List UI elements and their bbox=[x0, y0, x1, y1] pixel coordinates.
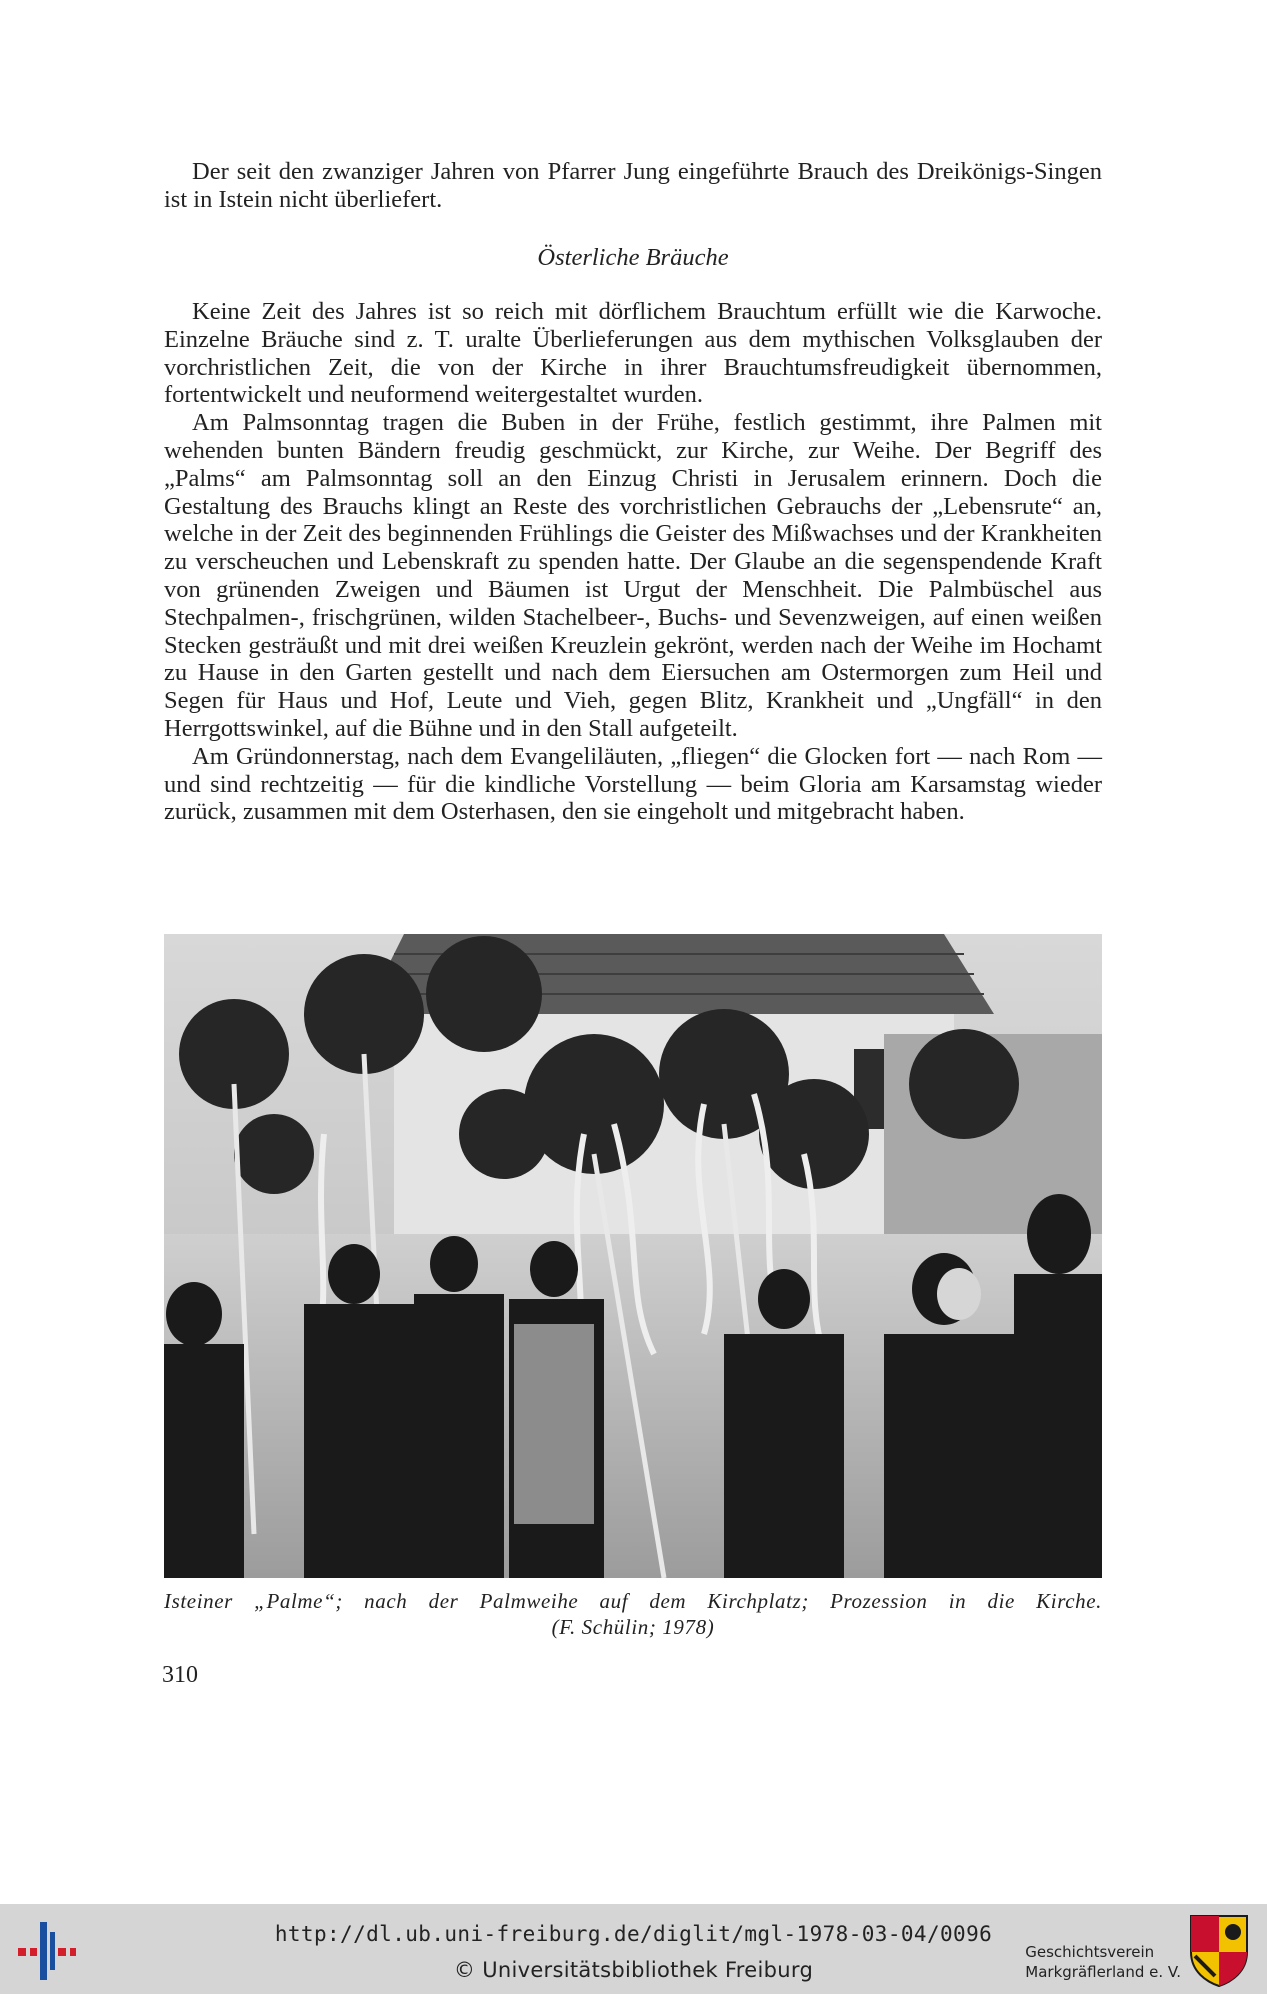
procession-photo bbox=[164, 934, 1102, 1578]
paragraph-karwoche: Keine Zeit des Jahres ist so reich mit dörflichem Brauchtum erfüllt wie die Karwoche. Einzelne Bräuche sind z. T. uralte Überlieferungen aus dem mythischen Volksglauben der vorchristlichen Zeit, die von der Kirche in ihrer Brauchtumsfreudigkeit übernommen, fortentwickelt und neuformend weitergestaltet wurden. bbox=[164, 298, 1102, 409]
intro-paragraph bbox=[164, 158, 1102, 214]
footer-bar bbox=[0, 1904, 1267, 1994]
caption-line1: Isteiner „Palme“; nach der Palmweihe auf dem Kirchplatz; Prozession in die Kirche. bbox=[164, 1589, 1102, 1613]
paragraph-palmsonntag: Am Palmsonntag tragen die Buben in der Frühe, festlich gestimmt, ihre Palmen mit wehenden bunten Bändern freudig geschmückt, zur Kirche, zur Weihe. Der Begriff des „Palms“ am Palmsonntag soll an den Einzug Christi in Jerusalem erinnern. Doch die Gestaltung des Brauchs klingt an Reste des vorchristlichen Gebrauchs der „Lebensrute“ an, welche in der Zeit des beginnenden Frühlings die Geister des Mißwachses und der Krankheiten zu verscheuchen und Lebenskraft zu spenden hatte. Der Glaube an die segenspendende Kraft von grünenden Zweigen und Bäumen ist Urgut der Menschheit. Die Palmbüschel aus Stechpalmen-, frischgrünen, wilden Stachelbeer-, Buchs- und Sevenzweigen, auf einen weißen Stecken gesträußt und mit drei weißen Kreuzlein gekrönt, werden nach der Weihe im Hochamt zu Hause in den Garten gestellt und nach dem Eiersuchen am Ostermorgen zum Heil und Segen für Haus und Hof, Leute und Vieh, gegen Blitz, Krankheit und „Ungfäll“ in den Herrgottswinkel, auf die Bühne und in den Stall aufgeteilt. bbox=[164, 409, 1102, 742]
document-url-link[interactable]: http://dl.ub.uni-freiburg.de/diglit/mgl-1978-03-04/0096 bbox=[274, 1922, 993, 1946]
caption-credit: (F. Schülin; 1978) bbox=[551, 1615, 715, 1639]
page-number: 310 bbox=[162, 1662, 198, 1688]
society-crest-icon bbox=[1187, 1912, 1251, 1988]
society-line2: Markgräflerland e. V. bbox=[1025, 1963, 1181, 1981]
intro-text: Der seit den zwanziger Jahren von Pfarrer Jung eingeführte Brauch des Dreikönigs-Singen ist in Istein nicht überliefert. bbox=[164, 158, 1102, 213]
society-line1: Geschichtsverein bbox=[1025, 1943, 1155, 1961]
photo-caption bbox=[164, 1588, 1102, 1640]
procession-photo-graphic bbox=[164, 934, 1102, 1578]
paragraph-gruendonnerstag: Am Gründonnerstag, nach dem Evangeliläuten, „fliegen“ die Glocken fort — nach Rom — und sind rechtzeitig — für die kindliche Vorstellung — beim Gloria am Karsamstag wieder zurück, zusammen mit dem Osterhasen, den sie eingeholt und mitgebracht haben. bbox=[164, 742, 1102, 826]
body-text bbox=[164, 298, 1102, 826]
society-name bbox=[1025, 1942, 1181, 1982]
section-heading: Österliche Bräuche bbox=[537, 244, 729, 271]
copyright-text: © Universitätsbibliothek Freiburg bbox=[453, 1958, 814, 1982]
